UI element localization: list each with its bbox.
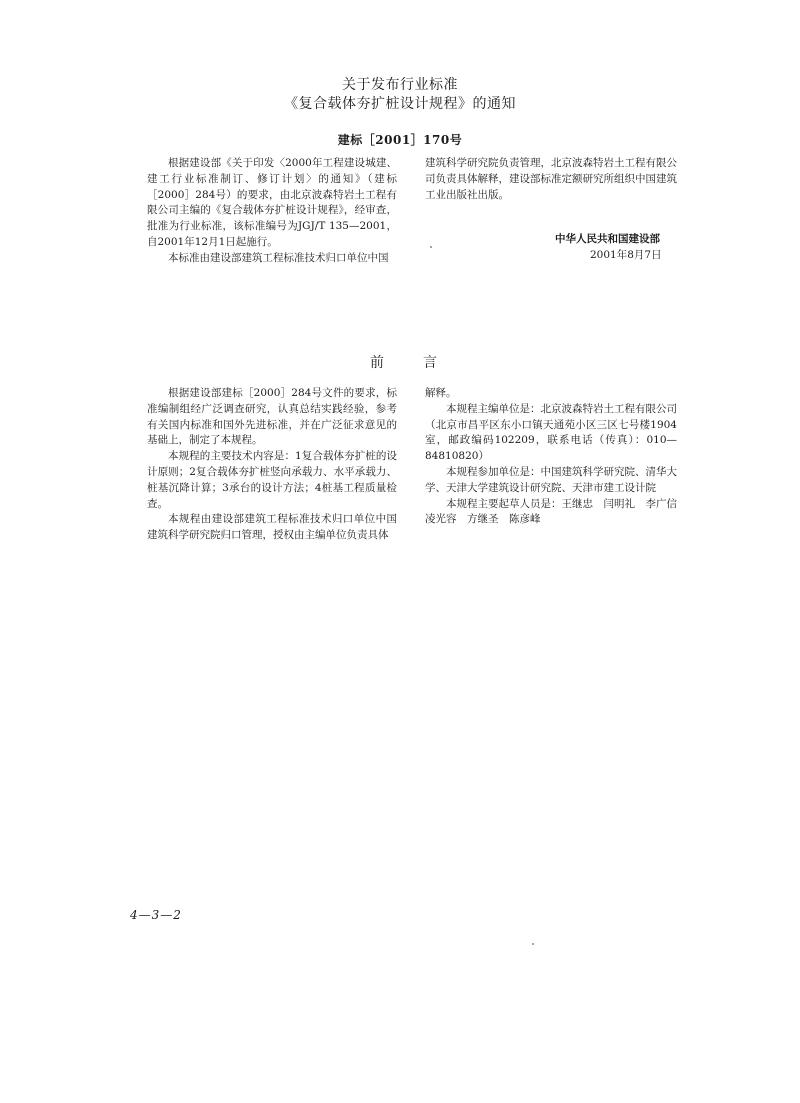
preface-title: [370, 352, 386, 372]
scan-speck: [532, 943, 534, 945]
notice-paragraph: 建筑科学研究院负责管理，北京波森特岩土工程有限公司负责具体解释，建设部标准定额研究所组织中国建筑工业出版社出版。: [425, 157, 677, 201]
preface-right-column: [425, 386, 688, 528]
preface-paragraph: 解释。: [425, 387, 457, 399]
notice-paragraph: 本标准由建设部建筑工程标准技术归口单位中国: [168, 251, 389, 264]
preface-left-column: [147, 386, 397, 544]
preface-paragraph: 本规程主要起草人员是：王继忠 闫明礼 李广信 凌光容 方继圣 陈彦峰: [425, 497, 688, 526]
notice-right-column: [425, 156, 677, 203]
preface-title-char: 言: [423, 355, 439, 371]
notice-title-line2: 《复合载体夯扩桩设计规程》的通知: [284, 96, 516, 112]
signature-org: 中华人民共和国建设部: [555, 233, 660, 245]
preface-title-char: 前: [370, 355, 386, 371]
notice-paragraph: 根据建设部《关于印发〈2000年工程建设城建、建工行业标准制订、修订计划〉的通知》（建标［2000］284号）的要求，由北京波森特岩土工程有限公司主编的《复合载体夯扩桩设计规程》，经审查，批准为行业标准，该标准编号为JGJ/T 135—2001，自2001年12月1日起施行。: [147, 157, 397, 248]
preface-paragraph: 根据建设部建标［2000］284号文件的要求，标准编制组经广泛调查研究，认真总结实践经验，参考有关国内标准和国外先进标准，并在广泛征求意见的基础上，制定了本规程。: [147, 387, 397, 447]
page-number: 4—3—2: [130, 908, 182, 922]
preface-paragraph: 本规程的主要技术内容是：1复合载体夯扩桩的设计原则；2复合载体夯扩桩竖向承载力、水平承载力、桩基沉降计算；3承台的设计方法；4桩基工程质量检查。: [147, 450, 397, 510]
preface-paragraph: 本规程主编单位是：北京波森特岩土工程有限公司（北京市昌平区东小口镇天通苑小区三区七号楼1904室，邮政编码102209，联系电话（传真）：010—84810820）: [425, 402, 677, 463]
preface-paragraph: 本规程参加单位是：中国建筑科学研究院、清华大学、天津大学建筑设计研究院、天津市建工设计院: [425, 465, 677, 494]
preface-paragraph: 本规程由建设部建筑工程标准技术归口单位中国建筑科学研究院归口管理，授权由主编单位负责具体: [147, 513, 397, 542]
signature-date: 2001年8月7日: [590, 249, 662, 261]
notice-left-column: [147, 156, 397, 267]
preface-title: [423, 352, 439, 372]
scan-speck: [430, 246, 432, 248]
notice-title-line1: 关于发布行业标准: [342, 77, 458, 93]
notice-doc-number: 建标［2001］170号: [337, 133, 463, 147]
